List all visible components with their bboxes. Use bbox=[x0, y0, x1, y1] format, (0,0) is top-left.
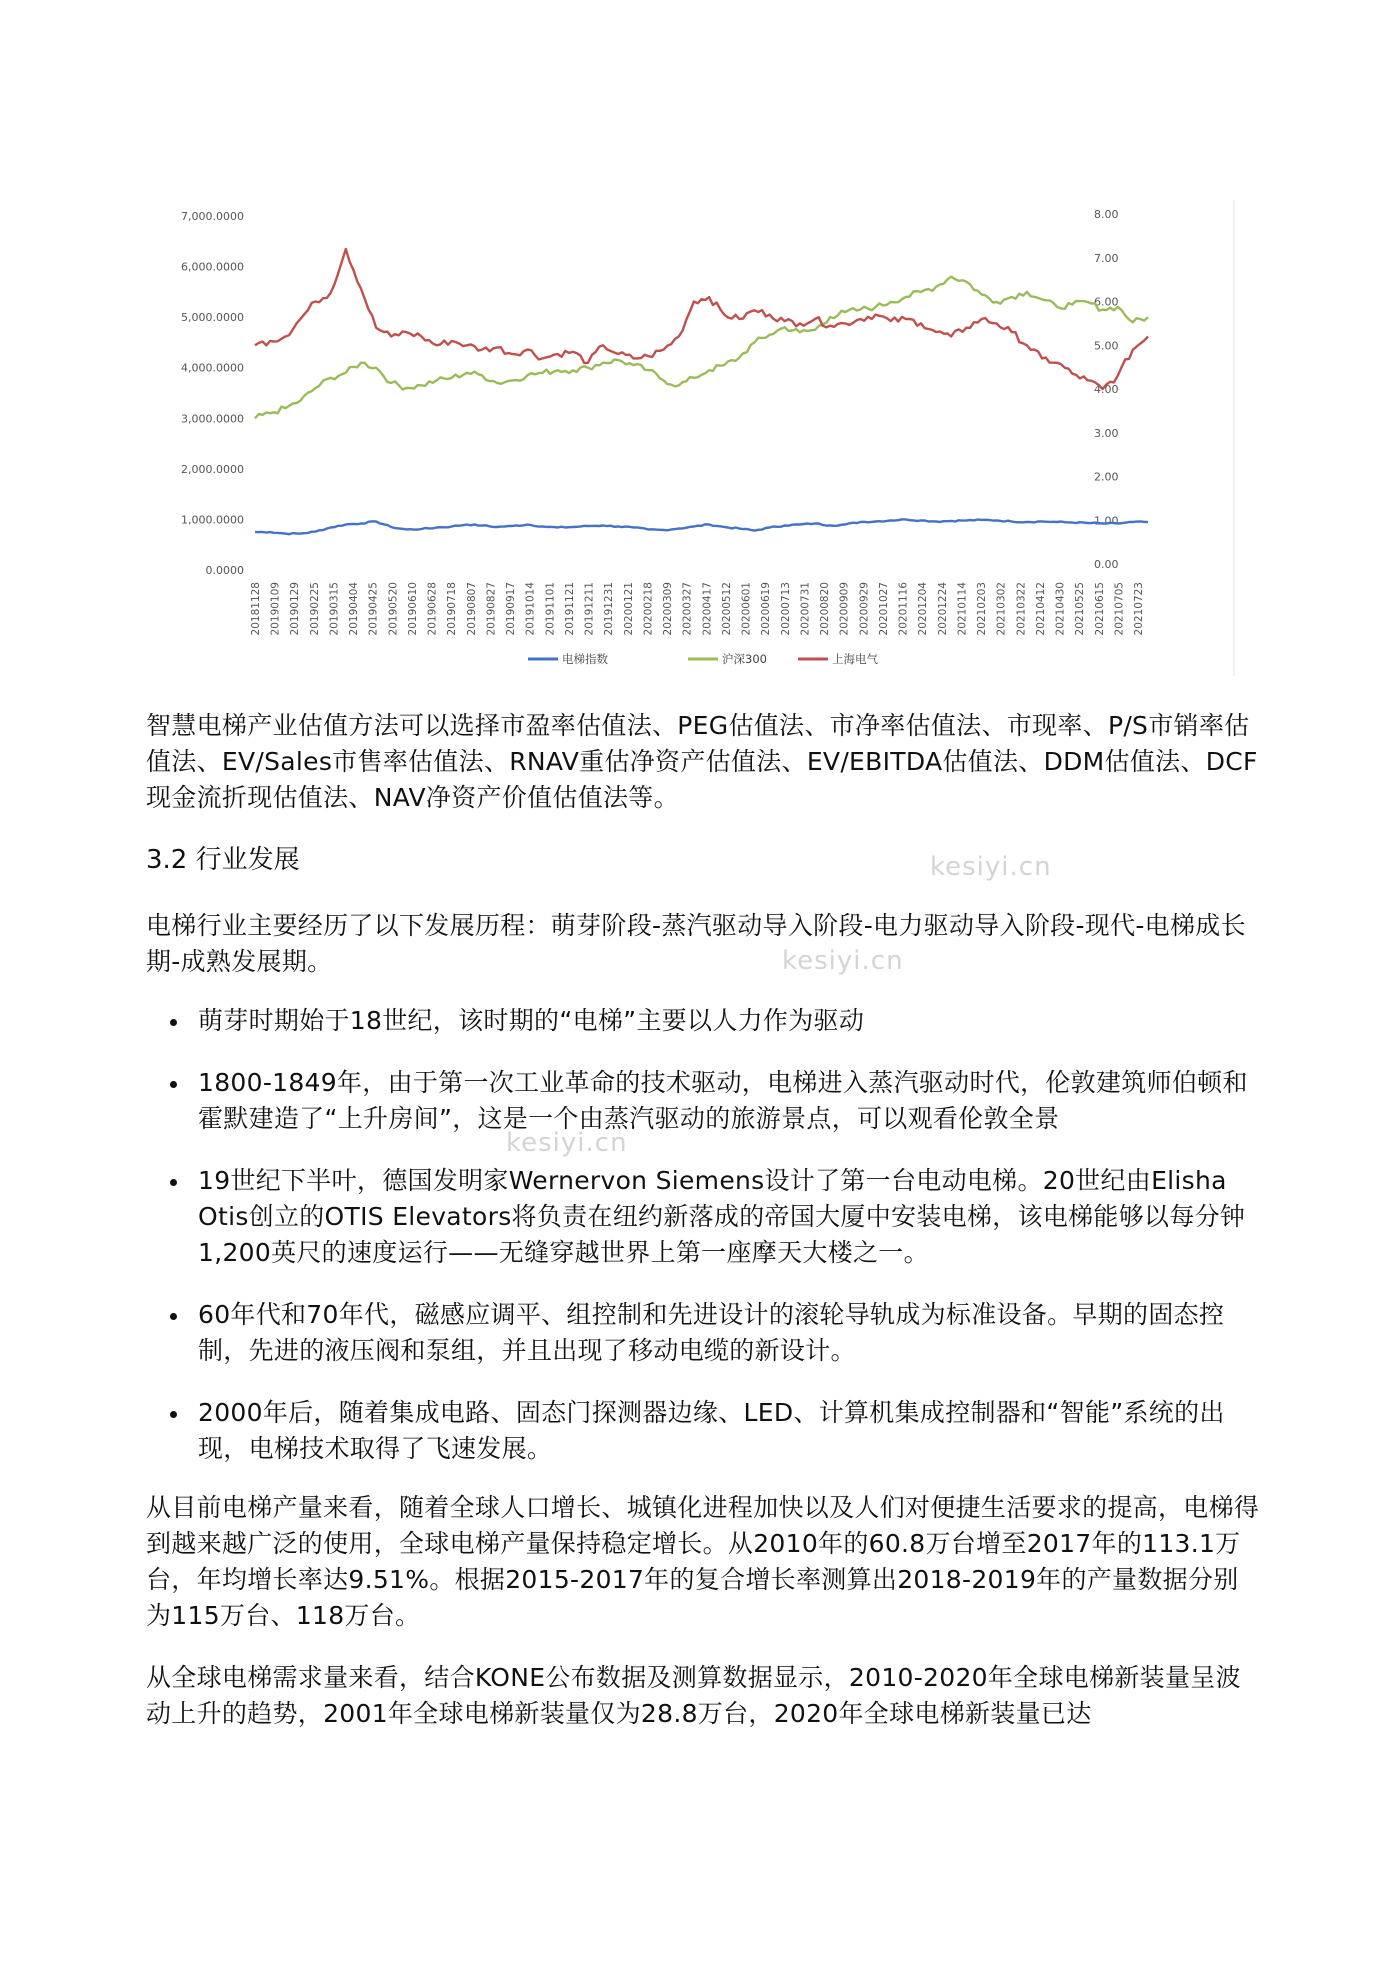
y-left-tick-label: 6,000.0000 bbox=[181, 260, 244, 274]
x-tick-label: 20190807 bbox=[465, 582, 478, 636]
valuation-paragraph: 智慧电梯产业估值方法可以选择市盈率估值法、PEG估值法、市净率估值法、市现率、P/S市销率估值法、EV/Sales市售率估值法、RNAV重估净资产估值法、EV/EBITDA估值法、DDM估值法、DCF现金流折现估值法、NAV净资产价值估值法等。 bbox=[146, 711, 1258, 812]
y-right-tick-label: 7.00 bbox=[1094, 251, 1119, 265]
history-intro-paragraph: 电梯行业主要经历了以下发展历程：萌芽阶段-蒸汽驱动导入阶段-电力驱动导入阶段-现代-电梯成长期-成熟发展期。 bbox=[146, 911, 1246, 976]
x-tick-label: 20190129 bbox=[289, 582, 302, 636]
x-tick-label: 20190225 bbox=[308, 582, 321, 636]
bullet-item: 60年代和70年代，磁感应调平、组控制和先进设计的滚轮导轨成为标准设备。早期的固态控制，先进的液压阀和泵组，并且出现了移动电缆的新设计。 bbox=[146, 1297, 1262, 1369]
y-right-tick-label: 4.00 bbox=[1094, 383, 1119, 396]
y-right-tick-label: 2.00 bbox=[1094, 470, 1119, 484]
stock-line-chart bbox=[148, 200, 1240, 676]
y-right-tick-label: 1.00 bbox=[1094, 514, 1119, 528]
x-tick-label: 20190610 bbox=[406, 582, 419, 636]
x-tick-label: 20210430 bbox=[1054, 582, 1067, 636]
x-tick-label: 20210525 bbox=[1074, 582, 1087, 636]
series-line-csi300 bbox=[255, 277, 1148, 419]
demand-paragraph: 从全球电梯需求量来看，结合KONE公布数据及测算数据显示，2010-2020年全球电梯新装量呈波动上升的趋势，2001年全球电梯新装量仅为28.8万台，2020年全球电梯新装量已达 bbox=[146, 1663, 1241, 1728]
x-tick-label: 20201027 bbox=[877, 582, 890, 636]
x-tick-label: 20200121 bbox=[622, 582, 635, 636]
x-tick-label: 20190425 bbox=[367, 582, 380, 636]
y-left-tick-label: 5,000.0000 bbox=[181, 311, 244, 325]
y-left-tick-label: 7,000.0000 bbox=[181, 210, 244, 223]
x-tick-label: 20190520 bbox=[387, 582, 400, 636]
series-line-elevator-index bbox=[255, 519, 1148, 534]
x-tick-label: 20190109 bbox=[269, 582, 282, 636]
bullet-item: 2000年后，随着集成电路、固态门探测器边缘、LED、计算机集成控制器和“智能”系统的出现，电梯技术取得了飞速发展。 bbox=[146, 1395, 1262, 1467]
x-tick-label: 20191101 bbox=[544, 582, 557, 636]
y-left-tick-label: 0.0000 bbox=[205, 564, 244, 577]
legend-label: 上海电气 bbox=[832, 652, 878, 666]
y-right-tick-label: 0.00 bbox=[1094, 558, 1119, 571]
x-tick-label: 20200731 bbox=[799, 582, 812, 636]
x-tick-label: 20201116 bbox=[897, 582, 910, 636]
series-line-shanghai-electric bbox=[255, 249, 1148, 389]
y-left-tick-label: 1,000.0000 bbox=[181, 513, 244, 527]
x-tick-label: 20190404 bbox=[348, 582, 361, 636]
y-left-tick-label: 3,000.0000 bbox=[181, 412, 244, 426]
x-tick-label: 20200601 bbox=[740, 582, 753, 636]
x-tick-label: 20210615 bbox=[1093, 582, 1106, 636]
x-tick-label: 20210114 bbox=[956, 582, 969, 636]
y-left-tick-label: 2,000.0000 bbox=[181, 462, 244, 476]
x-tick-label: 20200417 bbox=[701, 582, 714, 636]
legend-label: 电梯指数 bbox=[562, 652, 608, 666]
x-tick-label: 20190718 bbox=[446, 582, 459, 636]
x-tick-label: 20200929 bbox=[858, 582, 871, 636]
x-tick-label: 20200327 bbox=[681, 582, 694, 636]
x-tick-label: 20210302 bbox=[995, 582, 1008, 636]
y-right-tick-label: 6.00 bbox=[1094, 295, 1119, 309]
history-bullet-list bbox=[146, 1003, 1262, 1493]
x-tick-label: 20200820 bbox=[819, 582, 832, 636]
y-left-tick-label: 4,000.0000 bbox=[181, 361, 244, 375]
x-tick-label: 20210723 bbox=[1133, 582, 1145, 636]
x-tick-label: 20200309 bbox=[662, 582, 675, 636]
watermark-text: kesiyi.cn bbox=[930, 852, 1052, 882]
x-tick-label: 20201204 bbox=[917, 582, 930, 636]
chart-canvas bbox=[148, 200, 1240, 676]
x-tick-label: 20190628 bbox=[426, 582, 439, 636]
x-tick-label: 20191121 bbox=[563, 582, 576, 636]
legend-label: 沪深300 bbox=[722, 652, 767, 666]
x-tick-label: 20190917 bbox=[505, 582, 518, 636]
x-tick-label: 20201224 bbox=[936, 582, 949, 636]
x-tick-label: 20200512 bbox=[720, 582, 733, 636]
y-right-tick-label: 8.00 bbox=[1094, 208, 1119, 221]
y-right-tick-label: 5.00 bbox=[1094, 339, 1119, 353]
x-tick-label: 20210412 bbox=[1034, 582, 1047, 636]
x-tick-label: 20210322 bbox=[1015, 582, 1028, 636]
x-tick-label: 20200218 bbox=[642, 582, 655, 636]
x-tick-label: 20190827 bbox=[485, 582, 498, 636]
x-tick-label: 20190315 bbox=[328, 582, 341, 636]
production-paragraph: 从目前电梯产量来看，随着全球人口增长、城镇化进程加快以及人们对便捷生活要求的提高，电梯得到越来越广泛的使用，全球电梯产量保持稳定增长。从2010年的60.8万台增至2017年的113.1万台，年均增长率达9.51%。根据2015-2017年的复合增长率测算出2018-2019年的产量数据分别为115万台、118万台。 bbox=[146, 1493, 1260, 1630]
x-tick-label: 20191211 bbox=[583, 582, 596, 636]
x-tick-label: 20181128 bbox=[250, 582, 262, 636]
section-heading: 3.2 行业发展 bbox=[146, 845, 300, 875]
x-tick-label: 20191014 bbox=[524, 582, 537, 636]
x-tick-label: 20200619 bbox=[760, 582, 773, 636]
bullet-item: 1800-1849年，由于第一次工业革命的技术驱动，电梯进入蒸汽驱动时代，伦敦建筑师伯顿和霍默建造了“上升房间”，这是一个由蒸汽驱动的旅游景点，可以观看伦敦全景 bbox=[146, 1065, 1262, 1137]
x-tick-label: 20200909 bbox=[838, 582, 851, 636]
x-tick-label: 20210705 bbox=[1113, 582, 1126, 636]
y-right-tick-label: 3.00 bbox=[1094, 426, 1119, 440]
x-tick-label: 20200713 bbox=[779, 582, 792, 636]
bullet-item: 萌芽时期始于18世纪，该时期的“电梯”主要以人力作为驱动 bbox=[146, 1003, 1262, 1039]
x-tick-label: 20210203 bbox=[976, 582, 989, 636]
x-tick-label: 20191231 bbox=[603, 582, 616, 636]
watermark-text: kesiyi.cn bbox=[782, 946, 904, 976]
bullet-item: 19世纪下半叶，德国发明家Wernervon Siemens设计了第一台电动电梯。20世纪由Elisha Otis创立的OTIS Elevators将负责在纽约新落成的帝国大厦中安装电梯，该电梯能够以每分钟1,200英尺的速度运行——无缝穿越世界上第一座摩天大楼之一。 bbox=[146, 1163, 1262, 1271]
watermark-text: kesiyi.cn bbox=[506, 1128, 628, 1158]
